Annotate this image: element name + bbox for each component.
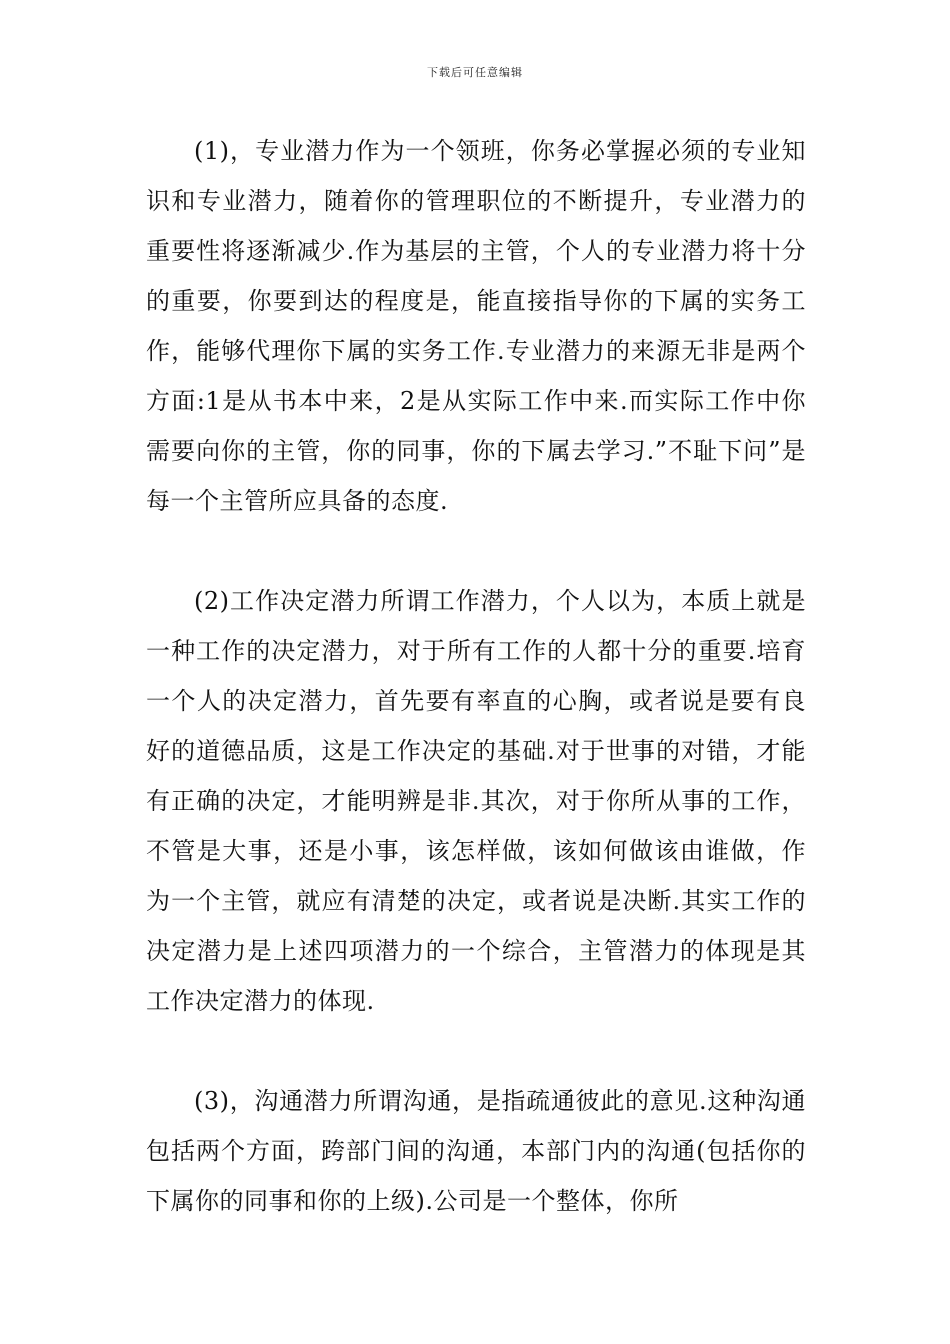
paragraph-communication-ability: (3)，沟通潜力所谓沟通，是指疏通彼此的意见.这种沟通包括两个方面，跨部门间的沟通，本部门内的沟通(包括你的下属你的同事和你的上级).公司是一个整体，你所: [146, 1087, 806, 1215]
page-header: 下载后可任意编辑: [427, 66, 523, 79]
paragraph-decision-ability: (2)工作决定潜力所谓工作潜力，个人以为，本质上就是一种工作的决定潜力，对于所有工作的人都十分的重要.培育一个人的决定潜力，首先要有率直的心胸，或者说是要有良好的道德品质，这是工作决定的基础.对于世事的对错，才能有正确的决定，才能明辨是非.其次，对于你所从事的工作，不管是大事，还是小事，该怎样做，该如何做该由谁做，作为一个主管，就应有清楚的决定，或者说是决断.其实工作的决定潜力是上述四项潜力的一个综合，主管潜力的体现是其工作决定潜力的体现.: [146, 587, 806, 1015]
document-body: [146, 126, 806, 1226]
paragraph-professional-ability: (1)，专业潜力作为一个领班，你务必掌握必须的专业知识和专业潜力，随着你的管理职位的不断提升，专业潜力的重要性将逐渐减少.作为基层的主管，个人的专业潜力将十分的重要，你要到达的程度是，能直接指导你的下属的实务工作，能够代理你下属的实务工作.专业潜力的来源无非是两个方面:1是从书本中来，2是从实际工作中来.而实际工作中你需要向你的主管，你的同事，你的下属去学习.”不耻下问”是每一个主管所应具备的态度.: [146, 137, 806, 515]
